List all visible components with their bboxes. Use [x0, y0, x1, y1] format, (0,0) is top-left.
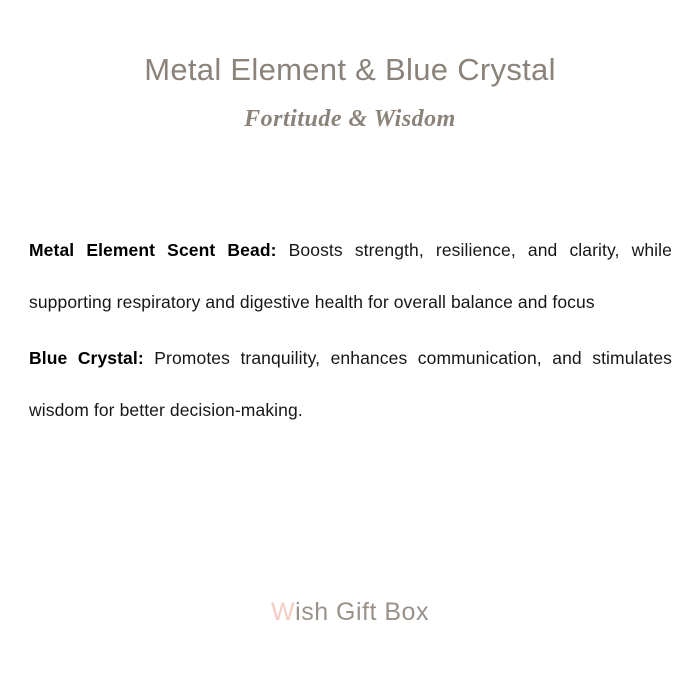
brand-footer: [0, 598, 700, 627]
paragraph-text-metal-element: Boosts strength, resilience, and clarity, while supporting respiratory and digestive health for overall balance and focus: [29, 240, 672, 312]
brand-logo-mark: W: [271, 598, 296, 626]
paragraph-lead-blue-crystal: Blue Crystal:: [29, 348, 144, 368]
brand-name: ish Gift Box: [295, 598, 429, 626]
paragraph-text-blue-crystal: Promotes tranquility, enhances communication, and stimulates wisdom for better decision-making.: [29, 348, 672, 420]
paragraph-lead-metal-element: Metal Element Scent Bead:: [29, 240, 277, 260]
description-block: [29, 224, 672, 436]
page-subtitle: Fortitude & Wisdom: [244, 106, 456, 132]
page-title: Metal Element & Blue Crystal: [144, 52, 556, 87]
paragraph-blue-crystal: [29, 332, 672, 436]
paragraph-metal-element: [29, 224, 672, 328]
